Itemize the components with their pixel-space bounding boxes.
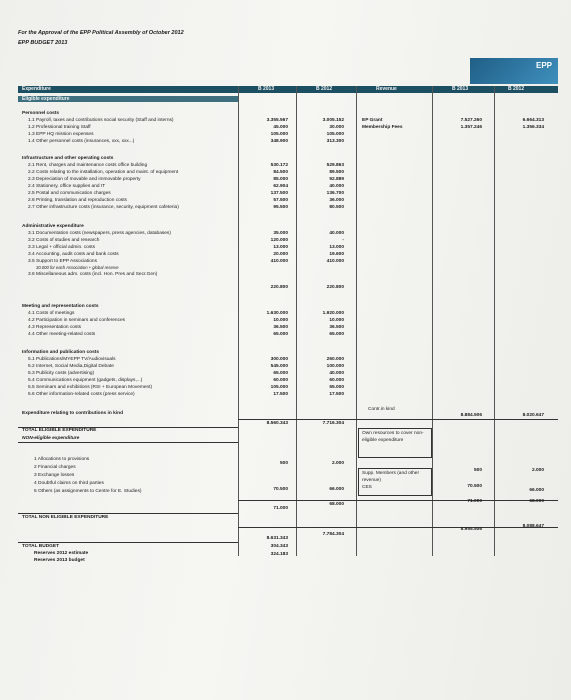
value-b2012: 55.000 [329, 385, 344, 390]
epp-logo: EPP [470, 58, 558, 84]
value-b2012: 60.000 [329, 378, 344, 383]
section-title: Information and publication costs [22, 350, 100, 355]
value-b2013: 85.000 [273, 177, 288, 182]
contr-kind-b2012: 8.020.647 [522, 413, 544, 418]
value-b2012: 220.800 [326, 285, 344, 290]
own-resources-text: Own resources to cover non-eligible expenditure [362, 431, 424, 443]
value-b2012: 13.000 [329, 245, 344, 250]
non-eligible-total-b2013: 71.000 [273, 506, 288, 511]
value-b2012: 2.000 [331, 461, 344, 466]
section-title: Infrastructure and other operating costs [22, 156, 114, 161]
value-b2013: 300.000 [270, 357, 288, 362]
value-b2013: 17.500 [273, 392, 288, 397]
section-title: Meeting and representation costs [22, 304, 99, 309]
rev-total-b2013: 8.955.506 [460, 527, 482, 532]
grid-line [296, 86, 297, 556]
value-b2012: 529.863 [326, 163, 344, 168]
value-b2012: 40.000 [329, 184, 344, 189]
grid-line [238, 86, 239, 556]
total-eligible-b2012: 7.716.304 [322, 421, 344, 426]
value-b2013: 36.500 [273, 325, 288, 330]
reserves-2013-label: Reserves 2013 budget [34, 558, 85, 563]
value-b2012: 10.000 [329, 318, 344, 323]
line-item: 4.4 Other meeting-related costs [28, 332, 96, 337]
value-b2013: 137.500 [270, 191, 288, 196]
line-item: 3.3 Legal + official admin. costs [28, 245, 95, 250]
revenue-b2013: 1.357.246 [460, 125, 482, 130]
line-item: 2 Financial charges [34, 465, 76, 470]
line-item: 3.4 Accounting, audit costs and bank costs [28, 252, 119, 257]
col-rev-b2012: B 2012 [508, 86, 525, 92]
revenue-b2013: 7.527.260 [460, 118, 482, 123]
total-budget-label: TOTAL BUDGET [22, 544, 60, 549]
reserves-2012-value: 304.343 [270, 544, 288, 549]
rule [18, 427, 238, 428]
grid-line [494, 86, 495, 556]
value-b2013: 105.000 [270, 385, 288, 390]
rule [18, 542, 238, 543]
reserves-2012-label: Reserves 2012 estimate [34, 551, 89, 556]
grid-line [356, 86, 357, 556]
contr-kind-label: Contr.in kind [368, 407, 395, 412]
line-item: 4 Doubtful claims on third parties [34, 481, 104, 486]
ces-b2012: 66.000 [529, 488, 544, 493]
line-item: 5.6 Other information-related costs (press service) [28, 392, 135, 397]
total-budget-b2012: 7.784.304 [322, 532, 344, 537]
line-item: 1.4 Other personnel costs (insurances, xxx, xxx...) [28, 139, 135, 144]
line-item: 2.5 Postal and communication charges [28, 191, 111, 196]
rev-total-b2012: 8.088.647 [522, 524, 544, 529]
line-item: 5.5 Seminars and exhibitions (RSI + European Movement) [28, 385, 153, 390]
value-b2012: - [342, 238, 344, 243]
value-b2012: 66.000 [329, 487, 344, 492]
value-b2013: 70.500 [273, 487, 288, 492]
line-item: 5.3 Publicity costs (advertising) [28, 371, 95, 376]
line-item: 3 Exchange losses [34, 473, 75, 478]
col-expenditure: Expenditure [22, 86, 51, 92]
line-item: 3.2 Costs of studies and research [28, 238, 100, 243]
non-eligible-total-b2012: 68.000 [329, 502, 344, 507]
section-title: Administrative expenditure [22, 224, 84, 229]
value-b2013: 65.000 [273, 371, 288, 376]
total-budget-b2013: 8.631.343 [266, 536, 288, 541]
line-item: 5.2 Internet, Social Media,Digital Debate [28, 364, 114, 369]
contr-kind-b2013: 8.884.506 [460, 413, 482, 418]
value-b2013: 348.900 [270, 139, 288, 144]
value-b2012: 80.500 [329, 205, 344, 210]
value-b2013: 20.000 [273, 252, 288, 257]
rule [18, 442, 238, 443]
value-b2013: 545.000 [270, 364, 288, 369]
supp-b2012: 2.000 [531, 468, 544, 473]
contributions-kind-label: Expenditure relating to contributions in kind [22, 411, 124, 416]
value-b2012: 40.000 [329, 231, 344, 236]
line-item: 1.1 Payroll, taxes and contributions social security (Staff and interns) [28, 118, 174, 123]
ces-b2013: 70.500 [467, 484, 482, 489]
admin-note: 30.000 for each Association + global reserve [36, 265, 119, 270]
line-item: 1.3 EPP HQ mission expenses [28, 132, 94, 137]
value-b2013: 500 [279, 461, 288, 466]
line-item: 3.1 Documentation costs (newspapers, press agencies, databases) [28, 231, 171, 236]
line-item: 3.5 Support to EPP Associations [28, 259, 97, 264]
reserves-2013-value: 324.183 [270, 552, 288, 557]
value-b2013: 45.000 [273, 125, 288, 130]
value-b2013: 60.000 [273, 378, 288, 383]
value-b2013: 84.500 [273, 170, 288, 175]
line-item: 2.6 Printing, translation and reproduction costs [28, 198, 127, 203]
value-b2013: 120.000 [270, 238, 288, 243]
section-title: Personnel costs [22, 111, 60, 116]
value-b2012: 36.000 [329, 198, 344, 203]
value-b2012: 17.500 [329, 392, 344, 397]
supp-members-label: Supp. Members (and other revenue) [362, 471, 420, 483]
line-item: 5 Others (as assignments to Centre for E. Studies) [34, 489, 142, 494]
rule [18, 513, 238, 514]
line-item: 5.1 Publications/MYEPP TV/Audiovisuals [28, 357, 116, 362]
col-b2013: B 2013 [258, 86, 275, 92]
ces-label: CES [362, 485, 372, 490]
line-item: 2.2 Costs relating to the installation, operation and maint. of equipment [28, 170, 179, 175]
line-item: 1 Allocations to provisions [34, 457, 90, 462]
value-b2013: 95.500 [273, 205, 288, 210]
budget-title: EPP BUDGET 2013 [18, 40, 68, 46]
line-item: 3.6 Miscellaneous adm. costs (incl. Hon. Pres and Secr.Gen) [28, 272, 158, 277]
revenue-label: EP Grant [362, 118, 383, 123]
line-item: 2.1 Rent, charges and maintenance costs office building [28, 163, 148, 168]
col-b2012: B 2012 [316, 86, 333, 92]
value-b2012: 313.300 [326, 139, 344, 144]
line-item: 4.2 Participation in seminars and conferences [28, 318, 126, 323]
value-b2013: 35.000 [273, 231, 288, 236]
value-b2012: 40.000 [329, 371, 344, 376]
value-b2013: 10.000 [273, 318, 288, 323]
value-b2013: 57.500 [273, 198, 288, 203]
supp-b2013: 500 [473, 468, 482, 473]
value-b2013: 530.172 [270, 163, 288, 168]
line-item: 5.4 Communications equipment (gadgets, displays,...) [28, 378, 143, 383]
value-b2013: 13.000 [273, 245, 288, 250]
value-b2012: 36.500 [329, 325, 344, 330]
eligible-title: Eligible expenditure [22, 96, 70, 102]
line-item: 2.7 Other infrastructure costs (insurance, security, equipment cafeteria) [28, 205, 179, 210]
value-b2012: 105.000 [326, 132, 344, 137]
line-item: 1.2 Professional training Staff [28, 125, 91, 130]
rule [238, 419, 558, 420]
non-eligible-title: NON-eligible expenditure [22, 436, 80, 441]
approval-header: For the Approval of the EPP Political Assembly of October 2012 [18, 30, 184, 36]
col-revenue: Revenue [376, 86, 397, 92]
line-item: 4.3 Representation costs [28, 325, 82, 330]
value-b2013: 1.630.000 [266, 311, 288, 316]
value-b2012: 92.889 [329, 177, 344, 182]
value-b2012: 30.000 [329, 125, 344, 130]
rev-sub-b2012: 68.000 [529, 499, 544, 504]
value-b2013: 105.000 [270, 132, 288, 137]
value-b2012: 100.000 [326, 364, 344, 369]
total-non-eligible-label: TOTAL NON ELIGIBLE EXPENDITURE [22, 515, 109, 520]
line-item: 2.4 Stationery, office supplies and IT [28, 184, 106, 189]
total-eligible-b2013: 8.560.343 [266, 421, 288, 426]
rev-sub-b2013: 71.000 [467, 499, 482, 504]
value-b2012: 3.005.152 [322, 118, 344, 123]
value-b2012: 410.000 [326, 259, 344, 264]
value-b2013: 220.800 [270, 285, 288, 290]
revenue-b2012: 1.356.334 [522, 125, 544, 130]
total-eligible-label: TOTAL ELIGIBLE EXPENDITURE [22, 428, 97, 433]
col-rev-b2013: B 2013 [452, 86, 469, 92]
value-b2012: 19.600 [329, 252, 344, 257]
value-b2013: 62.904 [273, 184, 288, 189]
revenue-b2012: 6.664.313 [522, 118, 544, 123]
line-item: 2.3 Depreciation of movable and immovable property [28, 177, 141, 182]
revenue-label: Membership Fees [362, 125, 403, 130]
value-b2013: 410.000 [270, 259, 288, 264]
line-item: 4.1 Costs of meetings [28, 311, 75, 316]
value-b2013: 3.355.567 [266, 118, 288, 123]
value-b2012: 1.920.000 [322, 311, 344, 316]
value-b2012: 65.000 [329, 332, 344, 337]
grid-line [432, 86, 433, 556]
column-header-bar [18, 86, 558, 93]
value-b2012: 89.500 [329, 170, 344, 175]
value-b2013: 65.000 [273, 332, 288, 337]
value-b2012: 260.000 [326, 357, 344, 362]
value-b2012: 136.700 [326, 191, 344, 196]
